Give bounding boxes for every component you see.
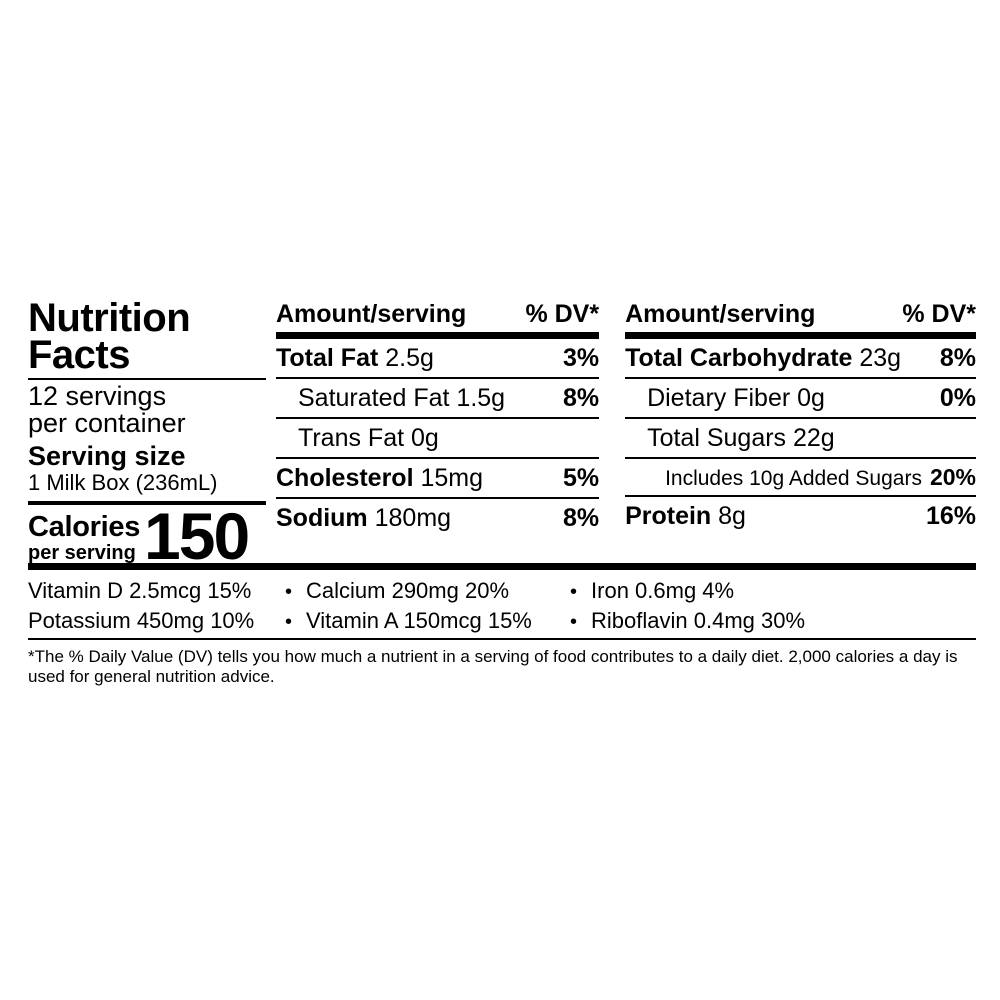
table-row [276,499,599,537]
vitamin-item: Iron 0.6mg 4% [591,578,735,604]
table-row [276,419,599,457]
nutrient-amount: 23g [859,344,902,372]
nutrient-dv: 16% [925,502,976,530]
nutrient-dv: 3% [562,344,600,372]
bullet-icon: • [570,581,578,604]
vitamins-row [28,606,976,636]
nutrient-amount: 180mg [374,504,452,532]
table-row [625,419,976,457]
nutrient-name [625,502,746,531]
nutrient-dv: 20% [929,464,976,490]
page-title [28,296,266,377]
nutrient-columns [276,300,976,537]
table-row [625,459,976,495]
nutrient-amount: 15mg [420,464,484,492]
calories-row [28,499,266,574]
nutrient-name [276,464,483,493]
nutrient-dv: 8% [562,504,600,532]
nutrient-name-bold: Total Carbohydrate [625,344,853,372]
nutrient-name: Dietary Fiber 0g [647,384,825,412]
nutrient-name [276,504,451,533]
nutrient-name: Includes 10g Added Sugars [665,467,922,490]
nutrient-name-bold: Sodium [276,504,368,532]
nutrition-summary-column [28,296,276,574]
servings-per-container [28,380,266,439]
table-row [276,379,599,417]
column1-amount-label: Amount/serving [276,300,467,328]
nutrient-dv: 8% [562,384,600,412]
column1-header-rule [276,332,599,339]
daily-value-footnote: *The % Daily Value (DV) tells you how much a nutrient in a serving of food contributes to a daily diet. 2,000 calories a day is used for general nutrition advice. [28,647,958,686]
nutrient-dv: 0% [939,384,976,412]
bullet-icon: • [285,581,293,604]
nutrient-name-bold: Total Fat [276,344,379,372]
column1-header [276,300,599,332]
nutrient-name-bold: Cholesterol [276,464,414,492]
column1-dv-label: % DV* [525,300,600,328]
nutrient-column-right [617,300,976,537]
nutrient-name: Trans Fat 0g [298,424,439,452]
vitamin-item: Vitamin A 150mcg 15% [306,608,532,634]
nutrient-name [276,344,434,373]
vitamin-item: Riboflavin 0.4mg 30% [591,608,806,634]
nutrient-name: Total Sugars 22g [647,424,835,452]
table-row [276,459,599,497]
calories-value: 150 [144,499,249,574]
serving-size-value: 1 Milk Box (236mL) [28,470,218,495]
vitamin-item: Calcium 290mg 20% [306,578,509,604]
nutrient-name [625,344,901,373]
nutrient-name: Saturated Fat 1.5g [298,384,506,412]
title-line-2: Facts [28,332,130,377]
nutrient-dv: 5% [562,464,600,492]
nutrient-amount: 2.5g [385,344,434,372]
table-row [625,379,976,417]
nutrient-column-left [276,300,617,537]
vitamins-block [28,570,976,636]
nutrient-name-bold: Protein [625,502,712,530]
column2-header-rule [625,332,976,339]
nutrition-facts-panel [28,296,976,686]
vitamins-row [28,576,976,606]
vitamin-item: Vitamin D 2.5mcg 15% [28,578,252,604]
vitamin-item: Potassium 450mg 10% [28,608,255,634]
serving-size-label: Serving size [28,440,186,471]
bullet-icon: • [285,611,293,634]
divider-under-title [28,378,266,380]
column2-dv-label: % DV* [902,300,976,328]
calories-label: Calories [28,511,141,544]
column2-amount-label: Amount/serving [625,300,816,328]
servings-unit: per container [28,408,186,439]
table-row [625,497,976,535]
bullet-icon: • [570,611,578,634]
column2-header [625,300,976,332]
nutrient-amount: 8g [718,502,746,530]
nutrient-dv: 8% [939,344,976,372]
title-line-1: Nutrition [28,296,191,340]
calories-per-serving-label: per serving [28,542,136,565]
table-row [276,339,599,377]
table-row [625,339,976,377]
servings-count: 12 servings [28,380,167,411]
